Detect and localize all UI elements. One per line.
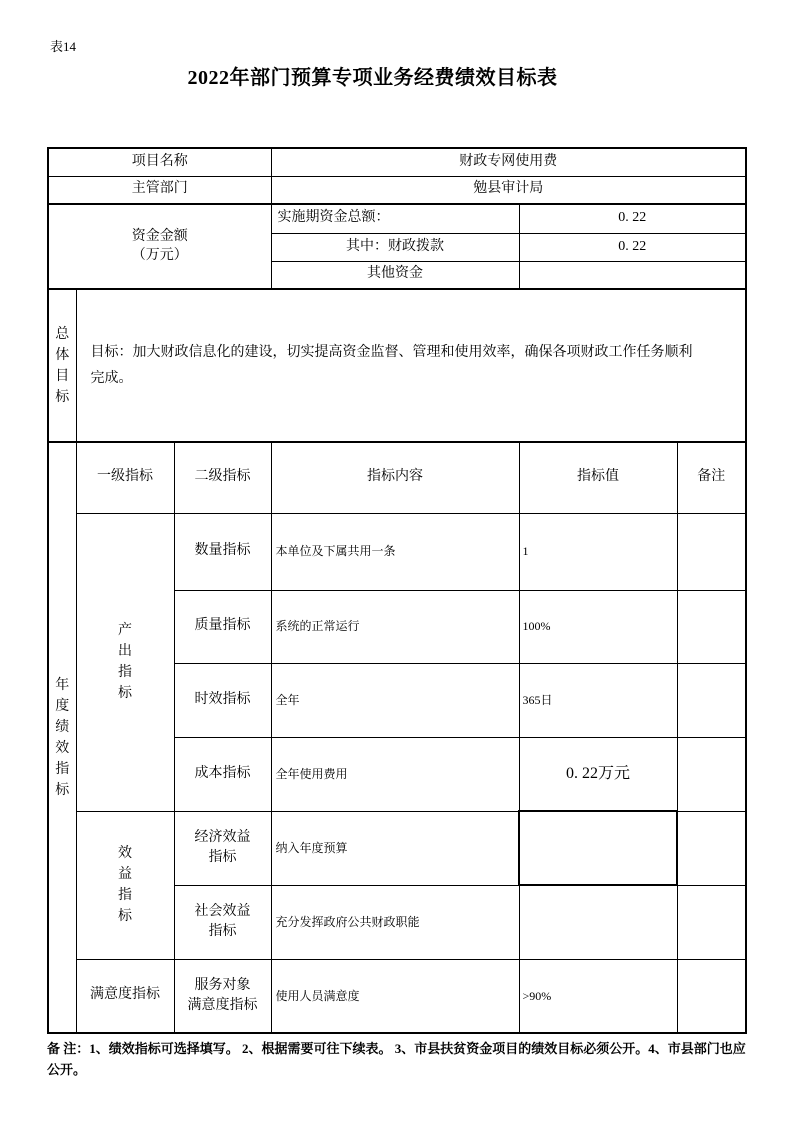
cost-indicator-content-cell: 全年使用费用 — [271, 737, 519, 811]
social-benefit-note-cell — [677, 885, 746, 959]
cost-indicator-label-cell: 成本指标 — [174, 737, 271, 811]
quantity-indicator-label-cell: 数量指标 — [174, 513, 271, 590]
funds-fiscal-label-cell: 其中：财政拨款 — [271, 233, 519, 261]
benefit-indicators-group-cell — [76, 811, 174, 959]
service-satisfaction-note-cell — [677, 959, 746, 1033]
department-label-cell: 主管部门 — [48, 176, 271, 204]
form-number-label: 表14 — [50, 39, 77, 54]
page-title: 2022年部门预算专项业务经费绩效目标表 — [187, 67, 558, 89]
performance-target-table — [47, 147, 747, 1034]
output-indicators-label: 产出指标 — [118, 623, 132, 701]
funds-fiscal-value-cell: 0. 22 — [519, 233, 746, 261]
annual-indicators-section-cell — [48, 442, 76, 1033]
department-value-cell: 勉县审计局 — [271, 176, 746, 204]
header-secondary-indicator: 二级指标 — [174, 442, 271, 513]
funds-total-value-cell: 0. 22 — [519, 204, 746, 233]
economic-benefit-note-cell — [677, 811, 746, 885]
social-benefit-label-line1: 社会效益 — [194, 904, 251, 920]
quality-indicator-label-cell: 质量指标 — [174, 590, 271, 663]
overall-goal-label: 总体目标 — [55, 326, 70, 405]
economic-benefit-label-line2: 指标 — [208, 850, 237, 865]
funds-other-value-cell — [519, 261, 746, 289]
overall-goal-text-cell: 目标：加大财政信息化的建设，切实提高资金监督、管理和使用效率，确保各项财政工作任务顺利完成。 — [76, 289, 746, 442]
economic-benefit-content-cell: 纳入年度预算 — [271, 811, 519, 885]
timeliness-indicator-content-cell: 全年 — [271, 663, 519, 737]
funds-total-label-cell: 实施期资金总额： — [271, 204, 519, 233]
service-satisfaction-value-cell: >90% — [519, 959, 677, 1033]
timeliness-indicator-value-cell: 365日 — [519, 663, 677, 737]
header-note: 备注 — [677, 442, 746, 513]
funds-amount-label-cell — [48, 204, 271, 289]
economic-benefit-label-line1: 经济效益 — [194, 830, 251, 846]
social-benefit-label-line2: 指标 — [208, 924, 237, 939]
cost-indicator-value-cell: 0. 22万元 — [519, 737, 677, 811]
funds-amount-label-line1: 资金金额 — [131, 228, 188, 244]
project-name-value-cell: 财政专网使用费 — [271, 148, 746, 176]
benefit-indicators-label: 效益指标 — [118, 846, 132, 924]
satisfaction-group-cell: 满意度指标 — [76, 959, 174, 1033]
service-satisfaction-content-cell: 使用人员满意度 — [271, 959, 519, 1033]
social-benefit-label-cell — [174, 885, 271, 959]
service-satisfaction-label-cell — [174, 959, 271, 1033]
social-benefit-content-cell: 充分发挥政府公共财政职能 — [271, 885, 519, 959]
quantity-indicator-value-cell: 1 — [519, 513, 677, 590]
funds-other-label-cell: 其他资金 — [271, 261, 519, 289]
quantity-indicator-note-cell — [677, 513, 746, 590]
timeliness-indicator-note-cell — [677, 663, 746, 737]
service-satisfaction-label-line1: 服务对象 — [194, 978, 251, 994]
timeliness-indicator-label-cell: 时效指标 — [174, 663, 271, 737]
quantity-indicator-content-cell: 本单位及下属共用一条 — [271, 513, 519, 590]
header-indicator-value: 指标值 — [519, 442, 677, 513]
annual-indicators-label: 年度绩效指标 — [55, 677, 70, 798]
overall-goal-label-cell — [48, 289, 76, 442]
economic-benefit-label-cell — [174, 811, 271, 885]
quality-indicator-value-cell: 100% — [519, 590, 677, 663]
quality-indicator-content-cell: 系统的正常运行 — [271, 590, 519, 663]
economic-benefit-value-cell — [519, 811, 677, 885]
header-indicator-content: 指标内容 — [271, 442, 519, 513]
quality-indicator-note-cell — [677, 590, 746, 663]
funds-amount-label-line2: （万元） — [131, 247, 188, 263]
service-satisfaction-label-line2: 满意度指标 — [187, 997, 258, 1013]
output-indicators-group-cell — [76, 513, 174, 811]
footer-notes: 备 注：1、绩效指标可选择填写。 2、根据需要可往下续表。 3、市县扶贫资金项目的绩效目标必须公开。4、市县部门也应公开。 — [47, 1041, 746, 1077]
header-primary-indicator: 一级指标 — [76, 442, 174, 513]
social-benefit-value-cell — [519, 885, 677, 959]
project-name-label-cell: 项目名称 — [48, 148, 271, 176]
cost-indicator-note-cell — [677, 737, 746, 811]
